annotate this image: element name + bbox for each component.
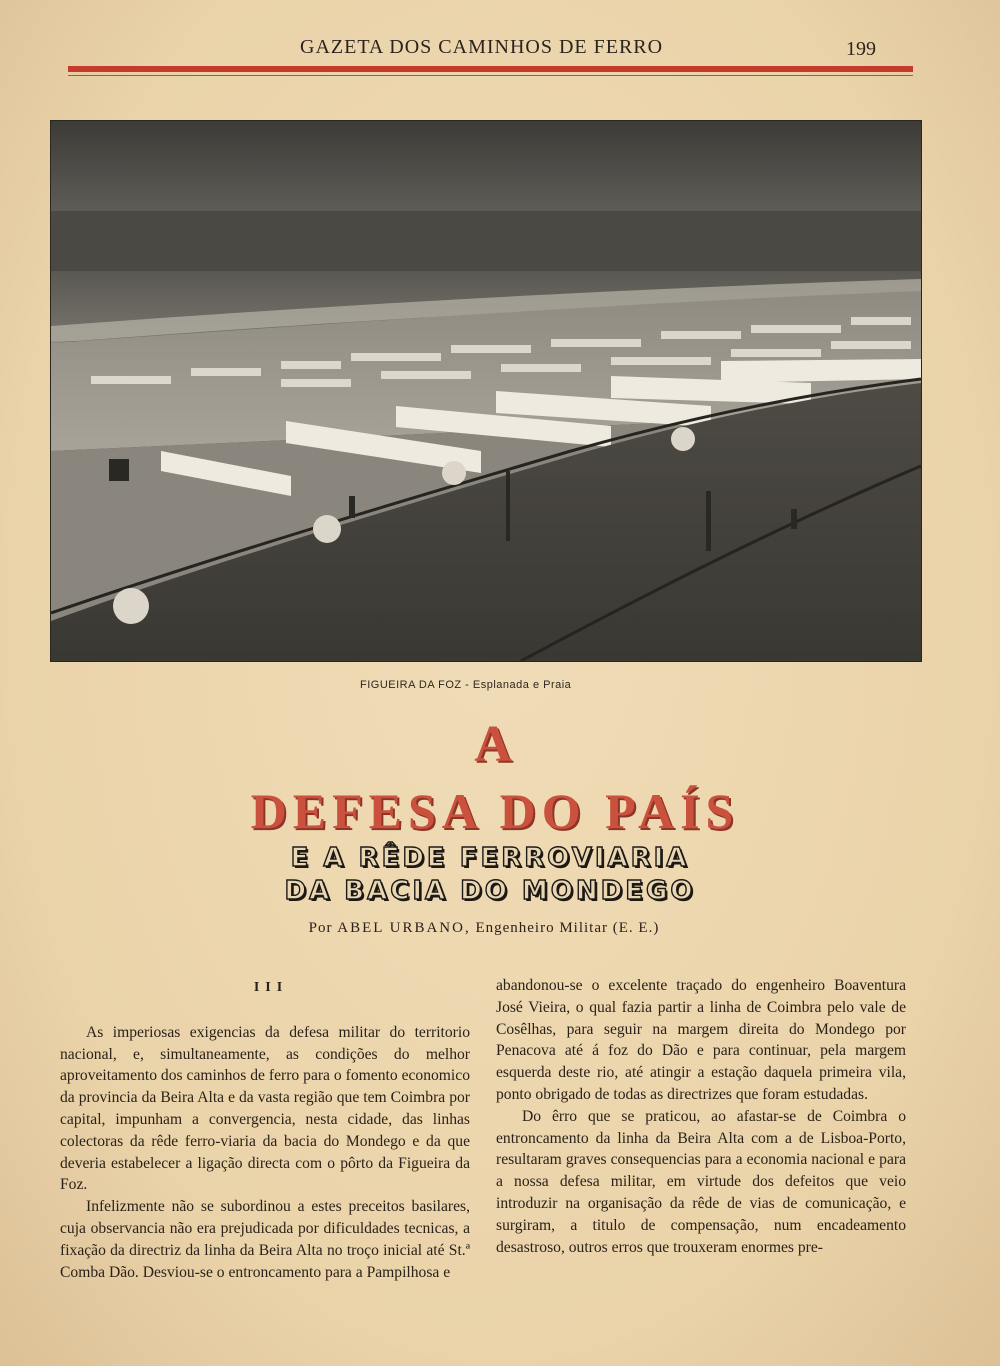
author-name: ABEL URBANO, <box>337 920 471 936</box>
headline-article: A <box>474 716 514 773</box>
beach-photograph <box>50 120 922 662</box>
paragraph: abandonou-se o excelente traçado do engenheiro Boaventura José Vieira, o qual fazia partir a linha de Coimbra pelo vale de Cosêlhas, para seguir na margem direita do Mondego por Penacova até á foz do Dão e para continuar, pela margem esquerda deste rio, até atingir a estação daquela primeira vila, ponto obrigado de todas as directrizes que foram estudadas. <box>496 977 906 1103</box>
beach-photo-illustration <box>51 121 921 661</box>
byline-prefix: Por <box>308 920 333 936</box>
photo-caption: FIGUEIRA DA FOZ - Esplanada e Praia <box>360 679 572 691</box>
publication-title: GAZETA DOS CAMINHOS DE FERRO <box>300 36 664 58</box>
paragraph: Infelizmente não se subordinou a estes preceitos basilares, cuja observancia não era prejudicada por dificuldades tecnicas, a fixação da directriz da linha da Beira Alta no troço inicial até St.ª Comba Dão. Desviou-se o entroncamento para a Pampilhosa e <box>60 1198 470 1281</box>
subheadline-line-1: E A RÊDE FERROVIARIA <box>290 843 690 873</box>
subheadline-line-2: DA BACIA DO MONDEGO <box>284 876 696 906</box>
byline <box>0 920 968 937</box>
header-rule <box>68 66 913 72</box>
page-number: 199 <box>846 38 876 60</box>
header-rule-thin <box>68 75 913 76</box>
article-column-left <box>60 975 470 1283</box>
headline-main: DEFESA DO PAÍS <box>250 783 740 839</box>
paragraph: Do êrro que se praticou, ao afastar-se de Coimbra o entroncamento da linha da Beira Alta com a de Lisboa-Porto, resultaram graves consequencias para a economia nacional e para a nossa defesa militar, em virtude dos defeitos que veio introduzir na organisação da rêde de vias de comunicação, e surgiram, a titulo de compensação, num encadeamento desastroso, outros erros que trouxeram enormes pre- <box>496 1107 906 1256</box>
author-title: Engenheiro Militar (E. E.) <box>475 920 660 936</box>
paragraph: As imperiosas exigencias da defesa militar do territorio nacional, e, simultaneamente, as condições do melhor aproveitamento dos caminhos de ferro para o fomento economico da provincia da Beira Alta e da vasta região que tem Coimbra por capital, impunham a convergencia, nesta cidade, das linhas colectoras da rêde ferro-viaria da bacia do Mondego e da que deveria estabelecer a ligação directa com o pôrto da Figueira da Foz. <box>60 1023 470 1194</box>
article-column-right <box>496 975 906 1258</box>
section-number: III <box>253 980 289 995</box>
